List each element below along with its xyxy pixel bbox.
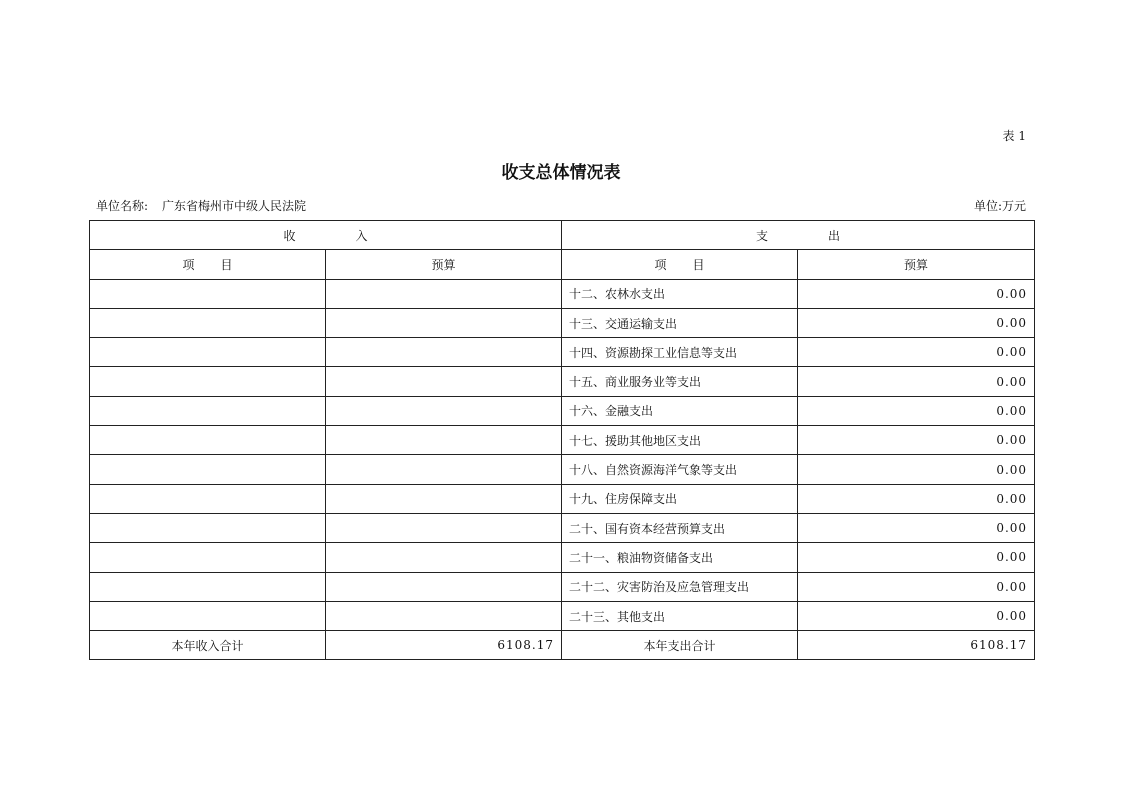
income-item-cell xyxy=(90,543,326,572)
expense-item-cell: 十八、自然资源海洋气象等支出 xyxy=(562,455,798,484)
table-row xyxy=(90,484,1035,513)
table-row xyxy=(90,396,1035,425)
income-total-value: 6108.17 xyxy=(326,631,562,660)
income-budget-cell xyxy=(326,572,562,601)
expense-budget-header: 预算 xyxy=(798,250,1035,279)
expense-item-cell: 二十二、灾害防治及应急管理支出 xyxy=(562,572,798,601)
table-row xyxy=(90,543,1035,572)
expense-item-cell: 十六、金融支出 xyxy=(562,396,798,425)
expense-item-cell: 二十三、其他支出 xyxy=(562,601,798,630)
income-item-cell xyxy=(90,513,326,542)
income-item-cell xyxy=(90,572,326,601)
table-number: 表 1 xyxy=(1002,129,1026,143)
expense-budget-cell: 0.00 xyxy=(798,338,1035,367)
income-item-cell xyxy=(90,308,326,337)
income-item-cell xyxy=(90,484,326,513)
expense-item-cell: 十三、交通运输支出 xyxy=(562,308,798,337)
expense-budget-cell: 0.00 xyxy=(798,543,1035,572)
table-row xyxy=(90,455,1035,484)
page-title: 收支总体情况表 xyxy=(501,163,621,183)
expense-budget-cell: 0.00 xyxy=(798,601,1035,630)
table-row xyxy=(90,367,1035,396)
expense-budget-cell: 0.00 xyxy=(798,367,1035,396)
table-row xyxy=(90,601,1035,630)
expense-item-cell: 十七、援助其他地区支出 xyxy=(562,426,798,455)
unit-name xyxy=(96,197,306,214)
income-budget-cell xyxy=(326,543,562,572)
income-item-cell xyxy=(90,338,326,367)
income-budget-cell xyxy=(326,396,562,425)
expense-budget-cell: 0.00 xyxy=(798,455,1035,484)
expense-budget-cell: 0.00 xyxy=(798,513,1035,542)
income-header: 收入 xyxy=(90,221,562,250)
expense-budget-cell: 0.00 xyxy=(798,484,1035,513)
income-item-cell xyxy=(90,396,326,425)
income-budget-cell xyxy=(326,338,562,367)
income-budget-cell xyxy=(326,513,562,542)
income-item-cell xyxy=(90,455,326,484)
income-budget-cell xyxy=(326,426,562,455)
table-row xyxy=(90,308,1035,337)
header-row-sections xyxy=(90,221,1035,250)
table-row xyxy=(90,513,1035,542)
expense-total-label: 本年支出合计 xyxy=(562,631,798,660)
income-budget-header: 预算 xyxy=(326,250,562,279)
expense-item-cell: 十九、住房保障支出 xyxy=(562,484,798,513)
expense-budget-cell: 0.00 xyxy=(798,426,1035,455)
expense-budget-cell: 0.00 xyxy=(798,572,1035,601)
expense-total-value: 6108.17 xyxy=(798,631,1035,660)
totals-row xyxy=(90,631,1035,660)
income-item-cell xyxy=(90,367,326,396)
income-item-header: 项目 xyxy=(90,250,326,279)
expense-item-cell: 十五、商业服务业等支出 xyxy=(562,367,798,396)
expense-item-cell: 十二、农林水支出 xyxy=(562,279,798,308)
expense-item-cell: 二十、国有资本经营预算支出 xyxy=(562,513,798,542)
table-row xyxy=(90,426,1035,455)
unit-name-label: 单位名称: xyxy=(96,199,149,213)
income-item-cell xyxy=(90,426,326,455)
income-budget-cell xyxy=(326,601,562,630)
table-row xyxy=(90,572,1035,601)
income-budget-cell xyxy=(326,455,562,484)
income-item-cell xyxy=(90,279,326,308)
expense-budget-cell: 0.00 xyxy=(798,308,1035,337)
income-budget-cell xyxy=(326,484,562,513)
expense-header: 支出 xyxy=(562,221,1035,250)
expense-item-cell: 二十一、粮油物资储备支出 xyxy=(562,543,798,572)
budget-table xyxy=(89,220,1035,660)
header-row-columns xyxy=(90,250,1035,279)
currency-unit: 单位:万元 xyxy=(973,199,1026,213)
income-budget-cell xyxy=(326,308,562,337)
unit-name-value: 广东省梅州市中级人民法院 xyxy=(162,199,307,213)
income-item-cell xyxy=(90,601,326,630)
expense-budget-cell: 0.00 xyxy=(798,396,1035,425)
table-row xyxy=(90,338,1035,367)
income-total-label: 本年收入合计 xyxy=(90,631,326,660)
income-budget-cell xyxy=(326,367,562,396)
expense-item-cell: 十四、资源勘探工业信息等支出 xyxy=(562,338,798,367)
income-budget-cell xyxy=(326,279,562,308)
expense-budget-cell: 0.00 xyxy=(798,279,1035,308)
expense-item-header: 项目 xyxy=(562,250,798,279)
table-row xyxy=(90,279,1035,308)
